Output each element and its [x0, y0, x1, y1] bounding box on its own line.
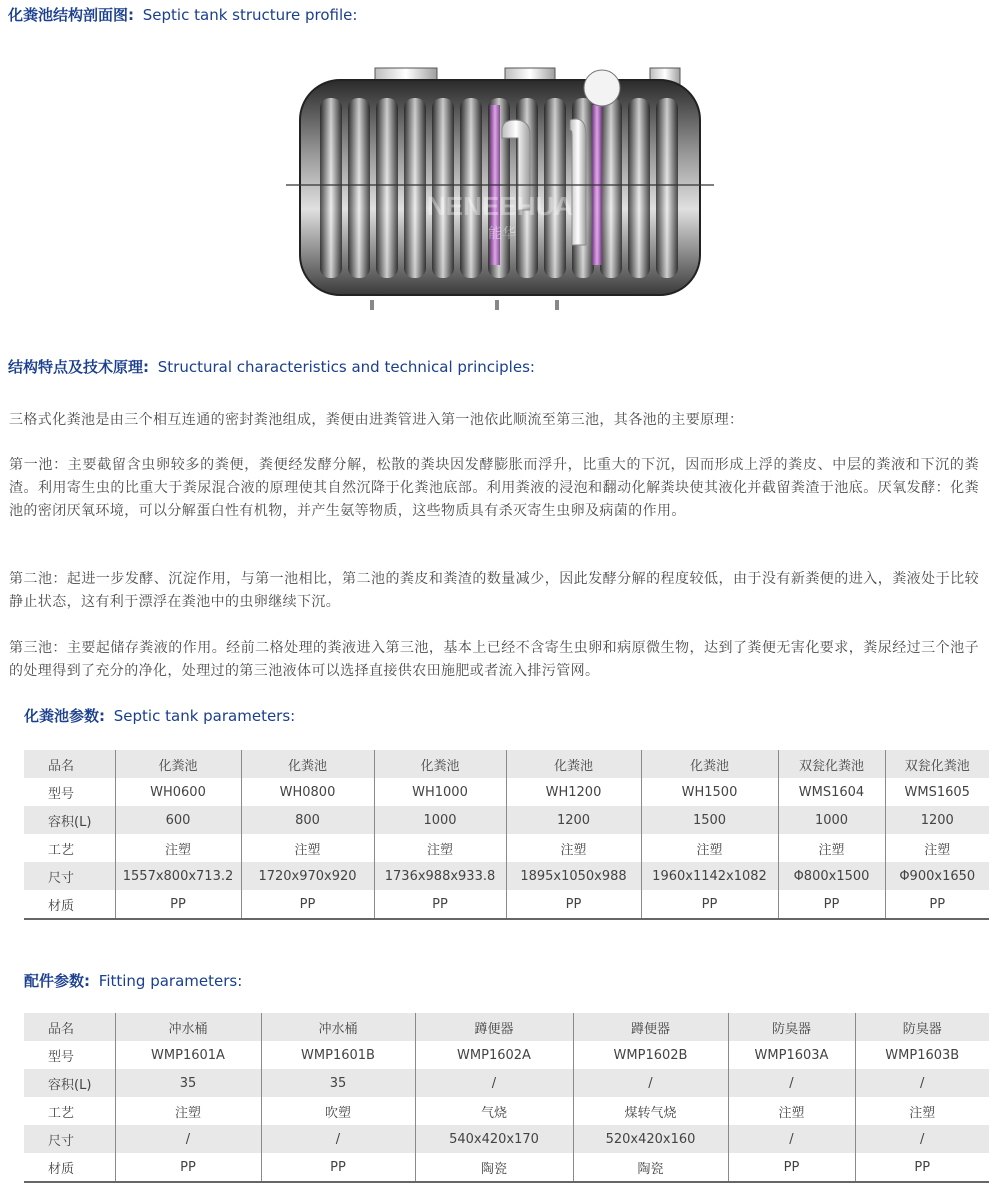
- first-chamber-paragraph: 第一池：主要截留含虫卵较多的粪便，粪便经发酵分解，松散的粪块因发酵膨胀而浮升，比重大的下沉，因而形成上浮的粪皮、中层的粪液和下沉的粪渣。利用寄生虫的比重大于粪尿混合液的原理使其自然沉降于化粪池底部。利用粪液的浸泡和翻动化解粪块使其液化并截留粪渣于池底。厌氧发酵：化粪池的密闭厌氧环境，可以分解蛋白性有机物，并产生氨等物质，这些物质具有杀灭寄生虫卵及病菌的作用。: [9, 457, 979, 519]
- table-cell: PP: [914, 1159, 931, 1175]
- table-row: [24, 862, 989, 890]
- table-cell: WH0800: [241, 778, 374, 806]
- tank-parameters-table: [24, 750, 989, 920]
- row-label-cell: 容积(L): [24, 1069, 115, 1097]
- table-cell: 520x420x160: [573, 1125, 728, 1153]
- table-cell: 蹲便器: [573, 1013, 728, 1041]
- table-cell: 600: [115, 806, 241, 834]
- table-cell: 注塑: [924, 842, 951, 858]
- table-cell: /: [415, 1069, 573, 1097]
- table-cell: 1000: [778, 806, 885, 834]
- table-cell: WMP1602A: [415, 1041, 573, 1069]
- table-cell: 注塑: [778, 834, 885, 862]
- table-cell: 1500: [641, 806, 778, 834]
- table-cell: 注塑: [909, 1105, 936, 1121]
- table-cell: PP: [728, 1153, 855, 1182]
- row-label-cell: 容积(L): [24, 806, 115, 834]
- tank-rib: [376, 98, 398, 278]
- tank-rib: [348, 98, 370, 278]
- second-chamber-paragraph: 第二池：起进一步发酵、沉淀作用，与第一池相比，第二池的粪皮和粪渣的数量减少，因此发酵分解的程度较低，由于没有新粪便的进入，粪液处于比较静止状态，这有利于漂浮在粪池中的虫卵继续下沉。: [9, 571, 979, 610]
- table-cell: 注塑: [115, 1097, 261, 1125]
- table-row: [24, 1097, 989, 1125]
- section-heading-tank-params: [24, 705, 295, 726]
- heading-en: Fitting parameters:: [98, 972, 243, 990]
- heading-en: Structural characteristics and technical principles:: [157, 358, 535, 376]
- table-cell: 气烧: [415, 1097, 573, 1125]
- table-cell: 35: [261, 1069, 415, 1097]
- row-label-cell: 工艺: [24, 834, 115, 862]
- table-cell: 注塑: [241, 834, 374, 862]
- table-cell: WMP1603A: [728, 1041, 855, 1069]
- table-row: [24, 750, 989, 778]
- table-cell: WMP1602B: [573, 1041, 728, 1069]
- tank-rib: [432, 98, 454, 278]
- table-cell: 注塑: [641, 834, 778, 862]
- table-cell: 化粪池: [374, 750, 506, 778]
- table-cell: PP: [778, 890, 885, 919]
- table-cell: WMS1604: [778, 778, 885, 806]
- table-row: [24, 1041, 989, 1069]
- table-cell: PP: [115, 1153, 261, 1182]
- table-cell: PP: [506, 890, 641, 919]
- table-cell: 吹塑: [261, 1097, 415, 1125]
- table-cell: 化粪池: [506, 750, 641, 778]
- row-label-cell: 工艺: [24, 1097, 115, 1125]
- table-cell: /: [855, 1069, 989, 1097]
- table-row: [24, 1013, 989, 1041]
- table-cell: WH0600: [115, 778, 241, 806]
- row-label-cell: 型号: [24, 778, 115, 806]
- table-cell: 35: [115, 1069, 261, 1097]
- table-cell: 双瓮化粪池: [778, 750, 885, 778]
- table-cell: WMP1601B: [261, 1041, 415, 1069]
- table-cell: 1960x1142x1082: [641, 862, 778, 890]
- table-cell: 注塑: [374, 834, 506, 862]
- table-row: [24, 834, 989, 862]
- table-cell: 化粪池: [641, 750, 778, 778]
- watermark-cn: 能华: [488, 226, 516, 242]
- row-label-cell: 品名: [24, 1013, 115, 1041]
- intro-paragraph: 三格式化粪池是由三个相互连通的密封粪池组成，粪便由进粪管进入第一池依此顺流至第三池，其各池的主要原理：: [9, 412, 744, 428]
- table-cell: PP: [261, 1153, 415, 1182]
- table-cell: PP: [374, 890, 506, 919]
- table-cell: 注塑: [115, 834, 241, 862]
- table-cell: 1736x988x933.8: [374, 862, 506, 890]
- table-cell: 1557x800x713.2: [115, 862, 241, 890]
- row-label-cell: 材质: [24, 1153, 115, 1182]
- row-label-cell: 材质: [24, 890, 115, 919]
- section-heading-structure: [8, 4, 357, 25]
- table-cell: /: [573, 1069, 728, 1097]
- heading-en: Septic tank structure profile:: [142, 6, 358, 24]
- table-row: [24, 806, 989, 834]
- tank-rib: [404, 98, 426, 278]
- table-cell: WMP1601A: [115, 1041, 261, 1069]
- tank-rib: [544, 98, 566, 278]
- fitting-parameters-table: [24, 1013, 989, 1183]
- table-cell: /: [728, 1069, 855, 1097]
- heading-cn: 化粪池参数:: [24, 707, 105, 725]
- table-cell: 注塑: [728, 1097, 855, 1125]
- table-cell: 注塑: [506, 834, 641, 862]
- table-cell: Φ800x1500: [778, 862, 885, 890]
- heading-en: Septic tank parameters:: [113, 707, 296, 725]
- table-cell: /: [261, 1125, 415, 1153]
- section-heading-fitting-params: [24, 970, 242, 991]
- table-cell: /: [728, 1125, 855, 1153]
- table-cell: 800: [241, 806, 374, 834]
- table-cell: 冲水桶: [115, 1013, 261, 1041]
- table-row: [24, 890, 989, 919]
- table-cell: WH1000: [374, 778, 506, 806]
- tank-rib: [460, 98, 482, 278]
- table-cell: 煤转气烧: [573, 1097, 728, 1125]
- tank-rib: [656, 98, 678, 278]
- table-cell: 化粪池: [241, 750, 374, 778]
- heading-cn: 配件参数:: [24, 972, 90, 990]
- table-cell: 1895x1050x988: [506, 862, 641, 890]
- table-cell: 1000: [374, 806, 506, 834]
- table-cell: 防臭器: [855, 1013, 989, 1041]
- row-label-cell: 型号: [24, 1041, 115, 1069]
- table-cell: 陶瓷: [415, 1153, 573, 1182]
- tank-rib: [628, 98, 650, 278]
- table-row: [24, 1069, 989, 1097]
- row-label-cell: 尺寸: [24, 1125, 115, 1153]
- septic-tank-illustration: [280, 60, 720, 315]
- table-cell: PP: [641, 890, 778, 919]
- tank-rib: [600, 98, 622, 278]
- table-cell: PP: [115, 890, 241, 919]
- table-row: [24, 1125, 989, 1153]
- table-row: [24, 778, 989, 806]
- tank-rib: [320, 98, 342, 278]
- heading-cn: 结构特点及技术原理:: [8, 358, 149, 376]
- table-cell: PP: [241, 890, 374, 919]
- watermark-en: NENEEHUA: [427, 191, 573, 221]
- row-label-cell: 尺寸: [24, 862, 115, 890]
- table-cell: Φ900x1650: [885, 862, 989, 890]
- table-cell: WMP1603B: [885, 1047, 960, 1063]
- table-row: [24, 1153, 989, 1182]
- row-label-cell: 品名: [24, 750, 115, 778]
- table-cell: 化粪池: [115, 750, 241, 778]
- table-cell: WH1500: [641, 778, 778, 806]
- table-cell: WH1200: [506, 778, 641, 806]
- table-cell: 双瓮化粪池: [885, 750, 989, 778]
- heading-cn: 化粪池结构剖面图:: [8, 6, 134, 24]
- table-cell: 1200: [506, 806, 641, 834]
- third-chamber-paragraph: 第三池：主要起储存粪液的作用。经前二格处理的粪液进入第三池，基本上已经不含寄生虫卵和病原微生物，达到了粪便无害化要求，粪尿经过三个池子的处理得到了充分的净化，处理过的第三池液体可以选择直接供农田施肥或者流入排污管网。: [9, 640, 979, 679]
- table-cell: 蹲便器: [415, 1013, 573, 1041]
- table-cell: 540x420x170: [415, 1125, 573, 1153]
- table-cell: 1200: [885, 806, 989, 834]
- table-cell: 陶瓷: [573, 1153, 728, 1182]
- table-cell: PP: [929, 896, 946, 912]
- table-cell: 1720x970x920: [241, 862, 374, 890]
- section-heading-principles: [8, 356, 535, 377]
- table-cell: WMS1605: [904, 784, 970, 800]
- table-cell: 防臭器: [728, 1013, 855, 1041]
- table-cell: /: [855, 1125, 989, 1153]
- table-cell: 冲水桶: [261, 1013, 415, 1041]
- table-cell: /: [115, 1125, 261, 1153]
